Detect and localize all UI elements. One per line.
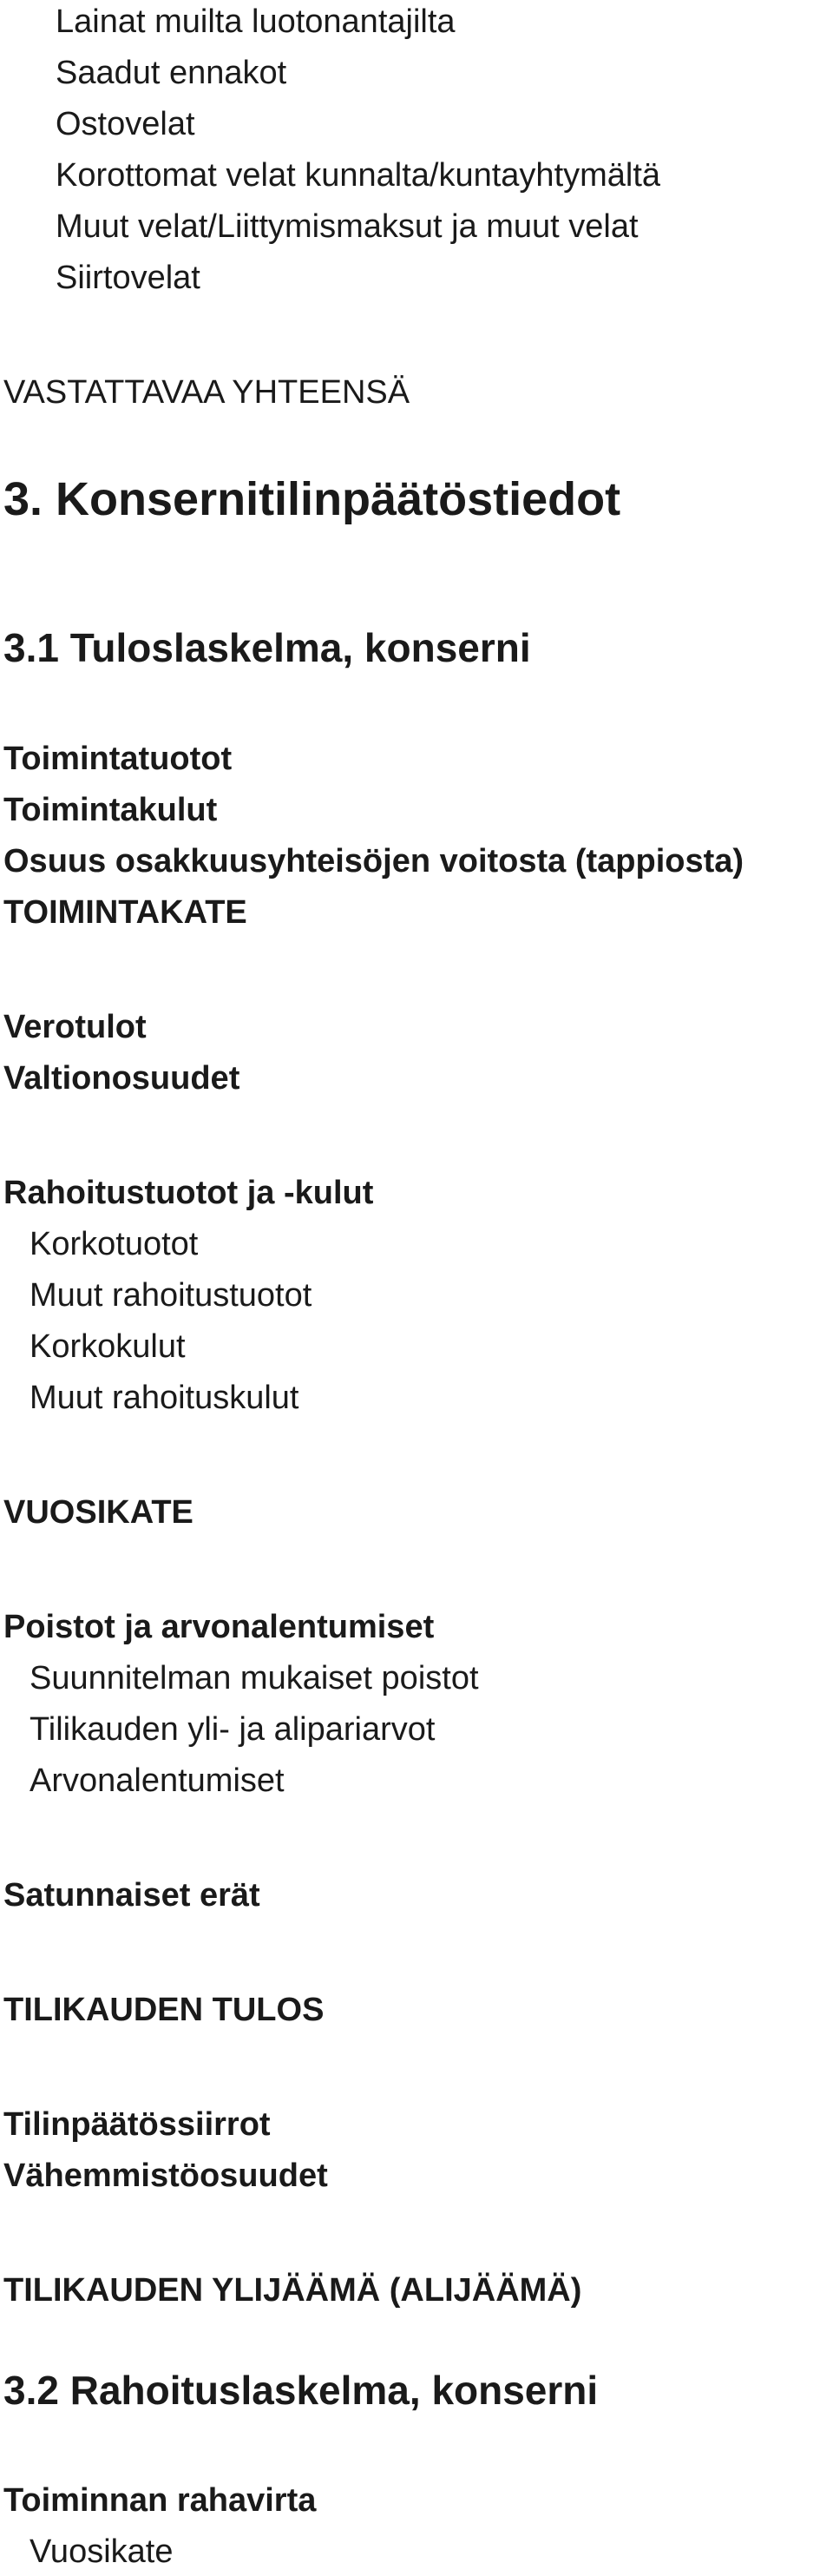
depreciation-item: Tilikauden yli- ja alipariarvot bbox=[30, 1711, 436, 1748]
period-result: TILIKAUDEN TULOS bbox=[3, 1992, 325, 2028]
income-statement-item: Toimintatuotot bbox=[3, 741, 233, 777]
extraordinary-items: Satunnaiset erät bbox=[3, 1877, 260, 1914]
finance-item: Muut rahoituskulut bbox=[30, 1380, 299, 1416]
income-statement-item: Toimintakulut bbox=[3, 792, 218, 828]
liabilities-total: VASTATTAVAA YHTEENSÄ bbox=[3, 374, 410, 411]
finance-item: Korkokulut bbox=[30, 1328, 186, 1365]
income-statement-item: Tilinpäätössiirrot bbox=[3, 2106, 271, 2143]
finance-item: Muut rahoitustuotot bbox=[30, 1277, 312, 1314]
section-3-1-title: 3.1 Tuloslaskelma, konserni bbox=[3, 625, 531, 670]
section-3-2-title: 3.2 Rahoituslaskelma, konserni bbox=[3, 2368, 599, 2413]
cashflow-heading: Toiminnan rahavirta bbox=[3, 2482, 317, 2519]
depreciation-item: Arvonalentumiset bbox=[30, 1762, 285, 1799]
period-surplus: TILIKAUDEN YLIJÄÄMÄ (ALIJÄÄMÄ) bbox=[3, 2272, 582, 2309]
income-statement-item: Valtionosuudet bbox=[3, 1060, 240, 1097]
liability-item: Lainat muilta luotonantajilta bbox=[56, 3, 456, 40]
vuosikate-line: VUOSIKATE bbox=[3, 1494, 193, 1531]
section-3-title: 3. Konsernitilinpäätöstiedot bbox=[3, 473, 621, 525]
liability-item: Ostovelat bbox=[56, 106, 195, 142]
finance-heading: Rahoitustuotot ja -kulut bbox=[3, 1175, 374, 1211]
liability-item: Korottomat velat kunnalta/kuntayhtymältä bbox=[56, 157, 661, 194]
income-statement-item: Verotulot bbox=[3, 1009, 147, 1045]
liability-item: Siirtovelat bbox=[56, 260, 200, 296]
cashflow-item: Vuosikate bbox=[30, 2533, 174, 2570]
depreciation-item: Suunnitelman mukaiset poistot bbox=[30, 1660, 479, 1696]
income-statement-item: TOIMINTAKATE bbox=[3, 894, 247, 931]
income-statement-item: Vähemmistöosuudet bbox=[3, 2158, 328, 2194]
liability-item: Muut velat/Liittymismaksut ja muut velat bbox=[56, 208, 639, 245]
depreciation-heading: Poistot ja arvonalentumiset bbox=[3, 1609, 435, 1645]
liability-item: Saadut ennakot bbox=[56, 55, 287, 91]
income-statement-item: Osuus osakkuusyhteisöjen voitosta (tappiosta) bbox=[3, 843, 744, 880]
finance-item: Korkotuotot bbox=[30, 1226, 199, 1262]
